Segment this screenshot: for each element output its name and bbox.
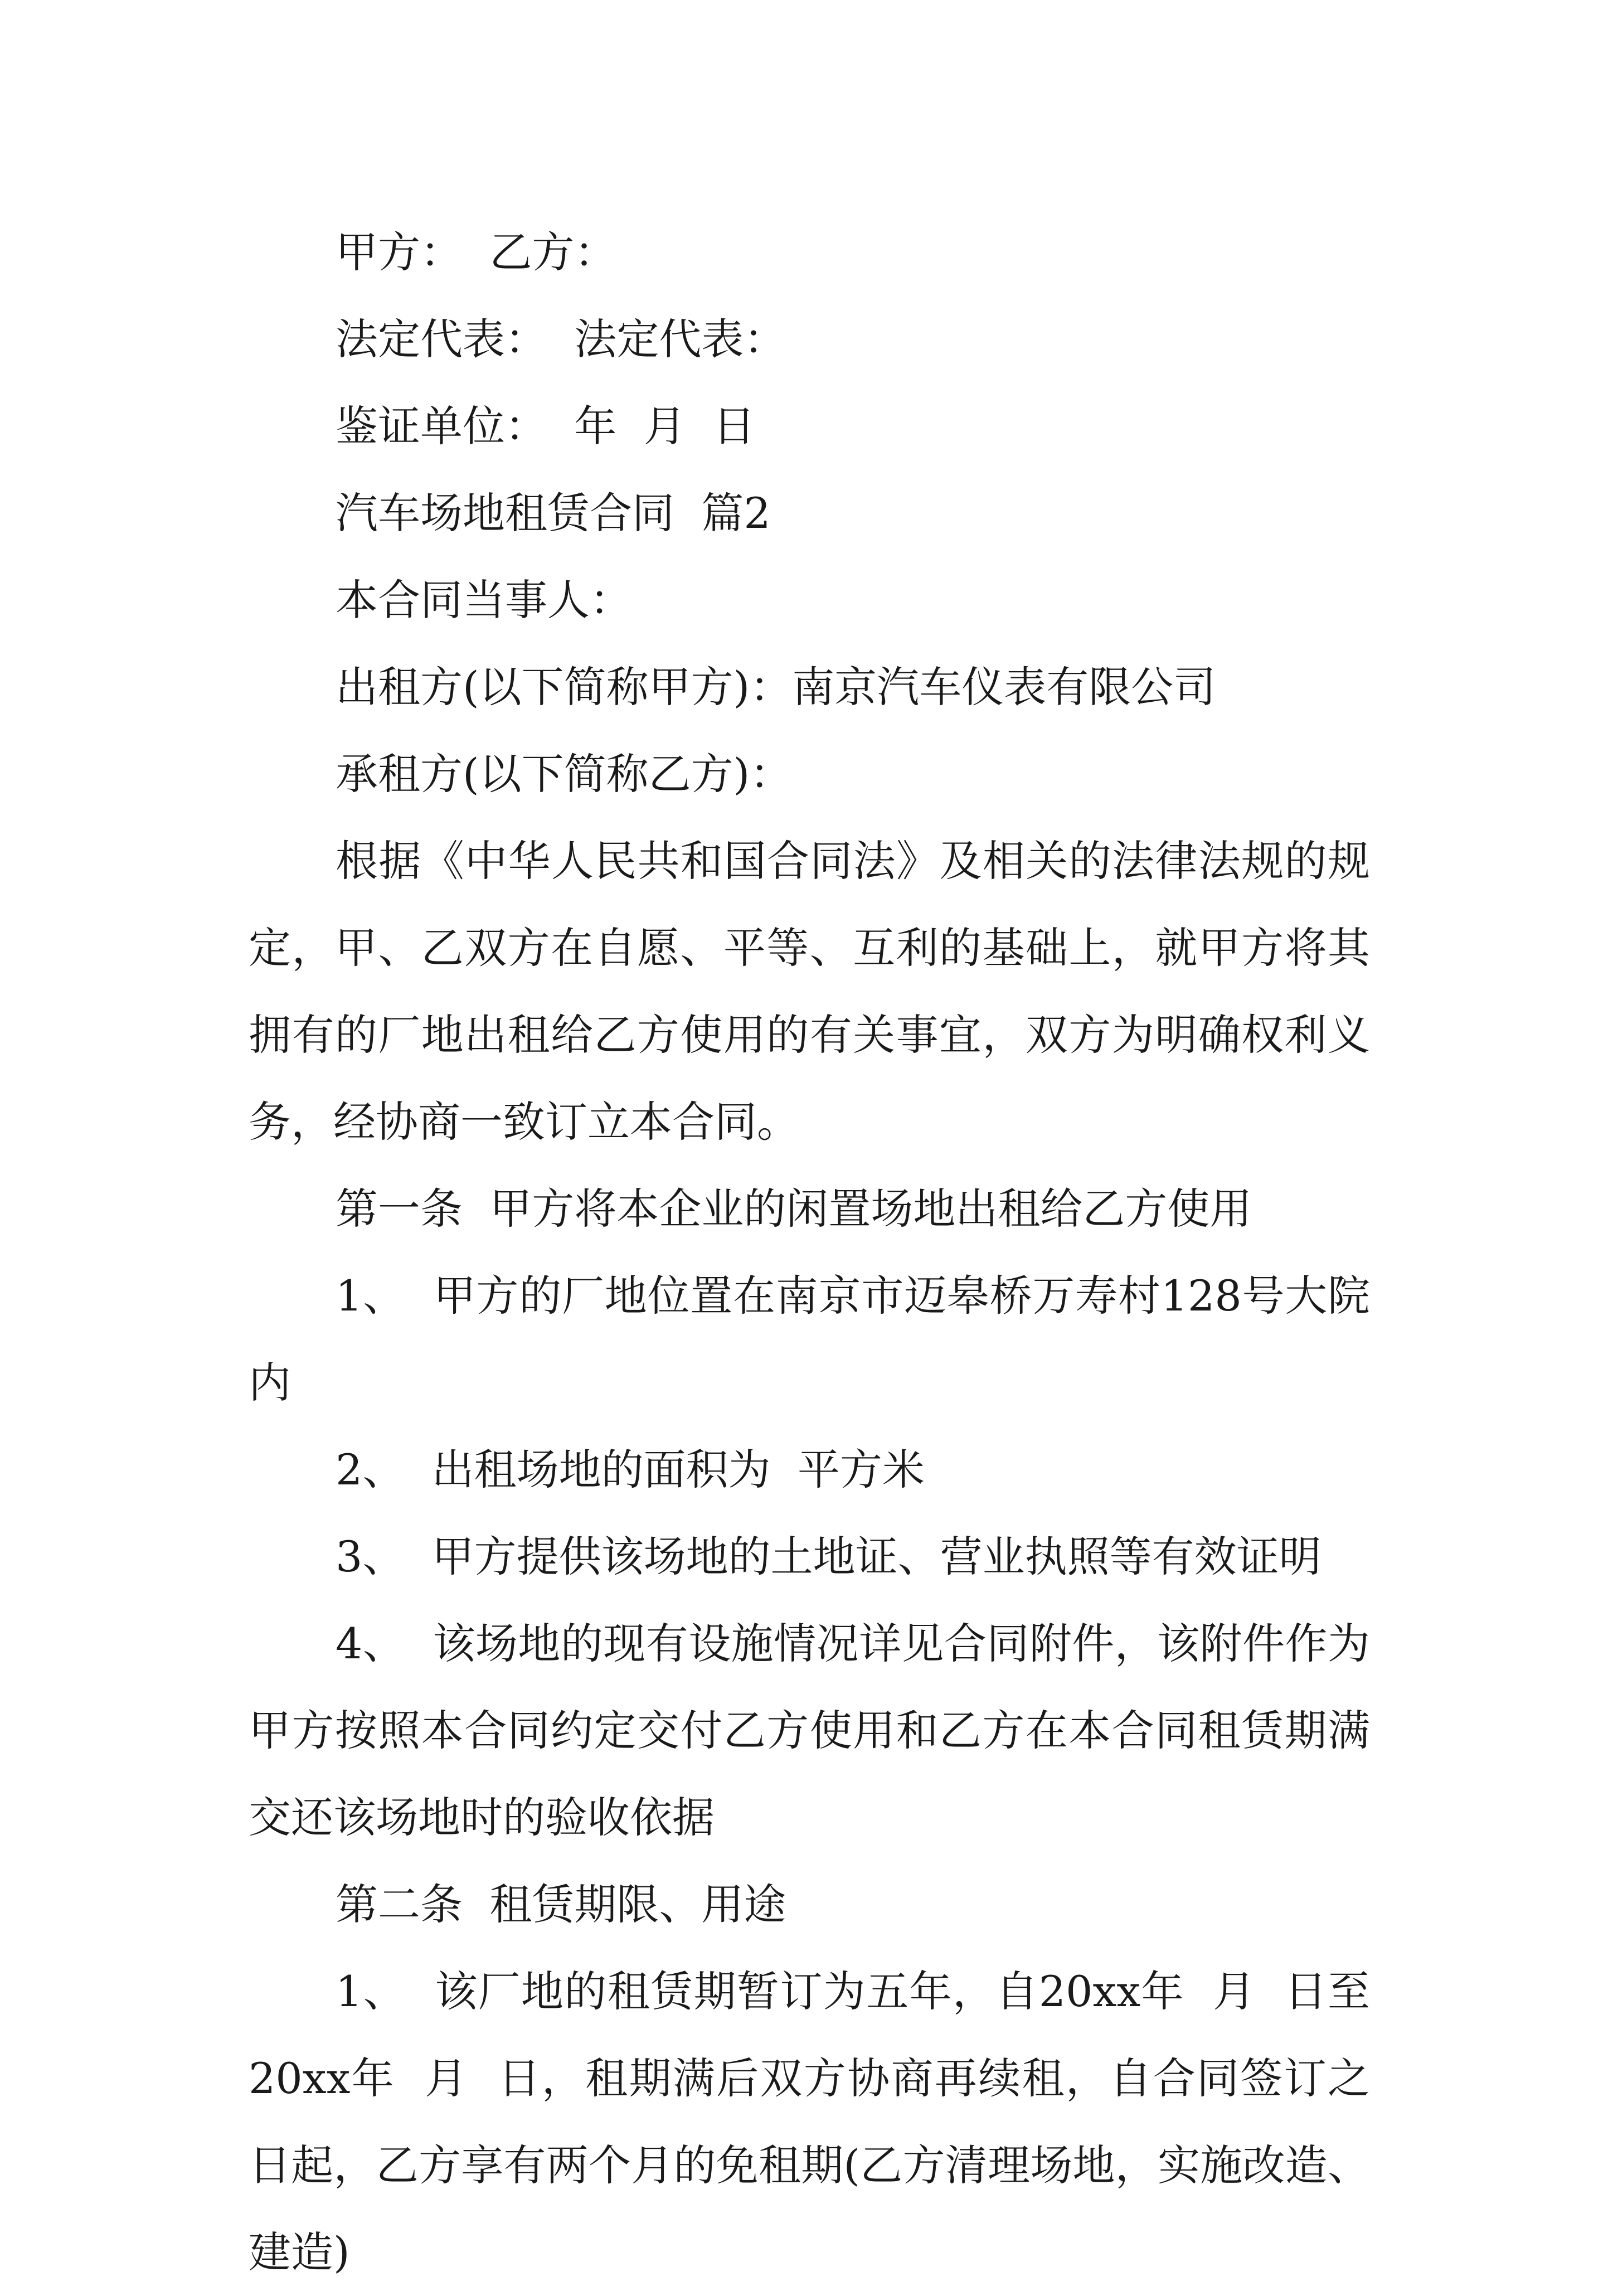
article-1-heading: 第一条 甲方将本企业的闲置场地出租给乙方使用 <box>336 1184 1252 1234</box>
party-line: 甲方： 乙方： <box>336 227 617 277</box>
article-1-item-4: 4、 该场地的现有设施情况详见合同附件，该附件作为甲方按照本合同约定交付乙方使用和乙方在本合同租赁期满交还该场地时的验收依据 <box>249 1619 1370 1842</box>
lessor-line: 出租方(以下简称甲方)：南京汽车仪表有限公司 <box>336 662 1216 712</box>
article-1-item-2: 2、 出租场地的面积为 平方米 <box>336 1445 925 1494</box>
article-1-item-3: 3、 甲方提供该场地的土地证、营业执照等有效证明 <box>336 1532 1322 1581</box>
contract-title: 汽车场地租赁合同 篇2 <box>336 488 771 538</box>
representative-line: 法定代表： 法定代表： <box>336 314 786 364</box>
document-body <box>249 209 1370 2296</box>
preamble-paragraph: 根据《中华人民共和国合同法》及相关的法律法规的规定，甲、乙双方在自愿、平等、互利的基础上，就甲方将其拥有的厂地出租给乙方使用的有关事宜，双方为明确权利义务，经协商一致订立本合同。 <box>249 836 1370 1147</box>
lessee-line: 承租方(以下简称乙方)： <box>336 749 793 799</box>
article-1-item-1: 1、 甲方的厂地位置在南京市迈皋桥万寿村128号大院内 <box>249 1271 1370 1407</box>
parties-heading: 本合同当事人： <box>336 575 632 625</box>
notary-date-line: 鉴证单位： 年 月 日 <box>336 401 755 451</box>
article-2-item-1: 1、 该厂地的租赁期暂订为五年，自20xx年 月 日至20xx年 月 日，租期满后双方协商再续租，自合同签订之日起，乙方享有两个月的免租期(乙方清理场地，实施改造、建造) <box>249 1967 1370 2277</box>
article-2-heading: 第二条 租赁期限、用途 <box>336 1880 786 1929</box>
